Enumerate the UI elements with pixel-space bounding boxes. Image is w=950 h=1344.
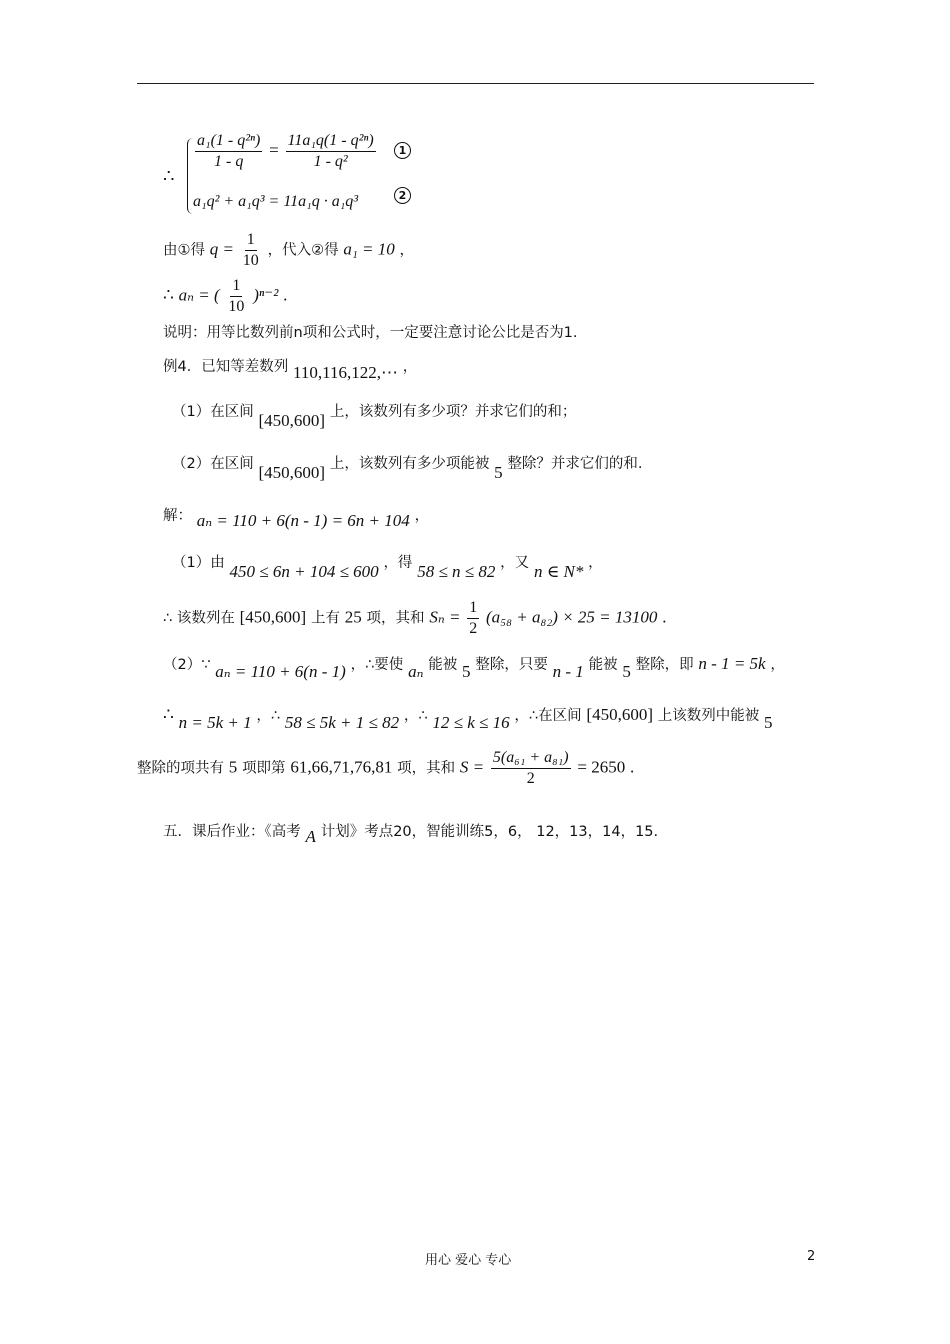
solution-2-k: ∴ n = 5k + 1 ，∴ 58 ≤ 5k + 1 ≤ 82 ，∴ 12 ≤ k ≤ 16 ，∴在区间 [450,600] 上该数列中能被 5 bbox=[163, 705, 773, 732]
sum2-fraction: $\frac{\text{5(a₆₁ + a₈₁)}}{2}$ bbox=[492, 749, 569, 787]
page-number: 2 bbox=[807, 1249, 816, 1264]
note-line: 说明：用等比数列前n项和公式时，一定要注意讨论公比是否为1. bbox=[163, 325, 578, 341]
line-an: ∴ aₙ = ( $\frac{1}{10}$ )ⁿ⁻² . bbox=[163, 277, 288, 315]
solution-2-sum: 整除的项共有 5 项即第 61,66,71,76,81 项，其和 S = $\frac{\text{5(a₆₁ + a₈₁)}}{2}$ = 2650 . bbox=[137, 749, 635, 787]
sum-fraction: $\frac{1}{2}$ bbox=[469, 599, 478, 637]
marker-2: 2 bbox=[394, 187, 411, 204]
system-therefore: ∴ bbox=[163, 166, 175, 186]
equation-1: $\frac{\text{a₁(1 - q²ⁿ)}}{1 - q}$ = $\frac{\text{11a₁q(1 - q²ⁿ)}}{\text{1 - q²}}$ bbox=[197, 132, 374, 170]
marker-1: 1 bbox=[394, 142, 411, 159]
solution-1: （1）由 450 ≤ 6n + 104 ≤ 600 ，得 58 ≤ n ≤ 82 ，又 n ∈ N* ， bbox=[172, 555, 603, 581]
question-2: （2）在区间 [450,600] 上，该数列有多少项能被 5 整除？并求它们的和. bbox=[172, 456, 643, 482]
eq1-lhs-fraction: $\frac{\text{a₁(1 - q²ⁿ)}}{1 - q}$ bbox=[197, 132, 261, 170]
q-fraction: $\frac{1}{10}$ bbox=[242, 231, 259, 269]
footer-center: 用心 爱心 专心 bbox=[425, 1253, 512, 1268]
homework-line: 五．课后作业：《高考 A 计划》考点20，智能训练5，6， 12，13，14，15. bbox=[163, 824, 659, 846]
solution-2: （2）∵ aₙ = 110 + 6(n - 1) ，∴要使 aₙ 能被 5 整除，只要 n - 1 能被 5 整除，即 n - 1 = 5k ， bbox=[163, 654, 785, 681]
example-4: 例4．已知等差数列 110,116,122,⋯ ， bbox=[163, 359, 418, 382]
equation-2: a₁q² + a₁q³ = 11a₁q · a₁q³ bbox=[193, 193, 359, 210]
line-q: 由①得 q = $\frac{1}{10}$ ，代入②得 a₁ = 10 ， bbox=[163, 231, 415, 269]
question-1: （1）在区间 [450,600] 上，该数列有多少项？并求它们的和； bbox=[172, 404, 577, 430]
eq1-rhs-fraction: $\frac{\text{11a₁q(1 - q²ⁿ)}}{\text{1 - q²}}$ bbox=[287, 132, 374, 170]
solution-1-sum: ∴ 该数列在 [450,600] 上有 25 项，其和 Sₙ = $\frac{1}{2}$ (a₅₈ + a₈₂) × 25 = 13100 . bbox=[163, 599, 667, 637]
header-rule bbox=[137, 83, 814, 84]
an-fraction: $\frac{1}{10}$ bbox=[228, 277, 245, 315]
solution-line: 解： aₙ = 110 + 6(n - 1) = 6n + 104 ， bbox=[163, 508, 430, 530]
